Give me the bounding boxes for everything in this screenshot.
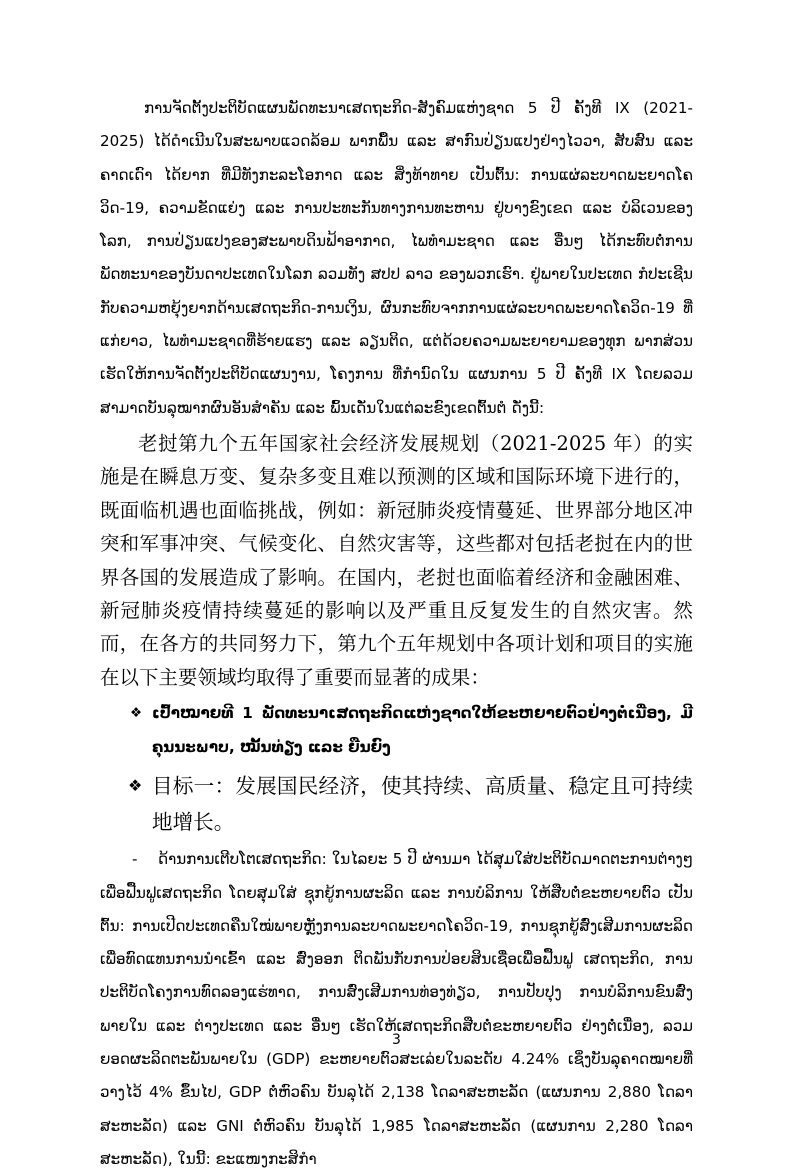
- diamond-bullet-icon: ❖: [130, 705, 143, 722]
- bullet-label-goal-1-chinese: 目标一：发展国民经济，使其持续、高质量、稳定且可持续地增长。: [152, 773, 693, 835]
- page-content: [100, 92, 693, 1176]
- sub-item-body: [100, 843, 693, 1176]
- lao-paragraph-1: ການຈັດຕັ້ງປະຕິບັດແຜນພັດທະນາເສດຖະກິດ-ສັງຄົມແຫ່ງຊາດ 5 ປີ ຄັ້ງທີ IX (2021-2025) ໄດ້ດຳເນີນໃນສະພາບແວດລ້ອມ ພາກພື້ນ ແລະ ສາກົນປ່ຽນແປງຢ່າງໄວວາ, ສັບສົນ ແລະ ຄາດເດົາ ໄດ້ຍາກ ທີ່ມີທັງກະລະໂອກາດ ແລະ ສິ່ງທ້າທາຍ ເປັນຕົ້ນ: ການແຜ່ລະບາດພະຍາດໂຄວິດ-19, ຄວາມຂັດແຍ່ງ ແລະ ການປະທະກັນທາງການທະຫານ ຢູ່ບາງຂົງເຂດ ແລະ ບໍລິເວນຂອງໂລກ, ການປ່ຽນແປງຂອງສະພາບດິນຟ້າອາກາດ, ໄພທຳມະຊາດ ແລະ ອື່ນໆ ໄດ້ກະທົບຕໍ່ການພັດທະນາຂອງບັນດາປະເທດໃນໂລກ ລວມທັງ ສປປ ລາວ ຂອງພວກເຮົາ. ຢູ່ພາຍໃນປະເທດ ກໍປະເຊີນກັບຄວາມຫຍຸ້ງຍາກດ້ານເສດຖະກິດ-ການເງິນ, ຜົນກະທົບຈາກການແຜ່ລະບາດພະຍາດໂຄວິດ-19 ທີ່ແກ່ຍາວ, ໄພທຳມະຊາດທີ່ຮ້າຍແຮງ ແລະ ລຽນຕິດ, ແຕ່ດ້ວຍຄວາມພະຍາຍາມຂອງທຸກ ພາກສ່ວນ ເຮັດໃຫ້ການຈັດຕັ້ງປະຕິບັດແຜນງານ, ໂຄງການ ທີ່ກຳນົດໃນ ແຜນການ 5 ປີ ຄັ້ງທີ IX ໂດຍລວມສາມາດບັນລຸໝາກຜົນອັນສຳຄັນ ແລະ ພົ້ນເດັ່ນໃນແຕ່ລະຂົງເຂດຕົ້ນຕໍ ດັ່ງນີ້:: [100, 99, 693, 417]
- page-number: 3: [392, 1032, 401, 1048]
- chinese-paragraph-1: 老挝第九个五年国家社会经济发展规划（2021-2025 年）的实施是在瞬息万变、复杂多变且难以预测的区域和国际环境下进行的，既面临机遇也面临挑战，例如：新冠肺炎疫情蔓延、世界部分地区冲突和军事冲突、气候变化、自然灾害等，这些都对包括老挝在内的世界各国的发展造成了影响。在国内，老挝也面临着经济和金融困难、新冠肺炎疫情持续蔓延的影响以及严重且反复发生的自然灾害。然而，在各方的共同努力下，第九个五年规划中各项计划和项目的实施在以下主要领域均取得了重要而显著的成果：: [100, 431, 693, 689]
- diamond-bullet-icon: ❖: [128, 775, 143, 795]
- bullet-item-goal-1-chinese: [100, 764, 693, 840]
- dash-bullet-icon: -: [132, 850, 138, 869]
- sub-item-text-economic-growth: ດ້ານການເຕີບໂຕເສດຖະກິດ: ໃນໄລຍະ 5 ປີ ຜ່ານມາ ໄດ້ສຸມໃສ່ປະຕິບັດມາດຕະການຕ່າງໆ ເພື່ອຟື້ນຟູເສດຖະກິດ ໂດຍສຸມໃສ່ ຊຸກຍູ້ການຜະລິດ ແລະ ການບໍລິການ ໃຫ້ສືບຕໍ່ຂະຫຍາຍຕົວ ເປັນຕົ້ນ: ການເປີດປະເທດຄືນໃໝ່ພາຍຫຼັງການລະບາດພະຍາດໂຄວິດ-19, ການຊຸກຍູ້ສົ່ງເສີມການຜະລິດ ເພື່ອທົດແທນການນຳເຂົ້າ ແລະ ສົ່ງອອກ ຕິດພັນກັບການປ່ອຍສິນເຊື່ອເພື່ອຟື້ນຟູ ເສດຖະກິດ, ການປະຕິບັດໂຄງການທົດລອງແຮ່ທາດ, ການສົ່ງເສີມການທ່ອງທ່ຽວ, ການປັບປຸງ ການບໍລິການຂົນສົ່ງ ພາຍໃນ ແລະ ຕ່າງປະເທດ ແລະ ອື່ນໆ ເຮັດໃຫ້ເສດຖະກິດສືບຕໍ່ຂະຫຍາຍຕົວ ຢ່າງຕໍ່ເນື່ອງ, ລວມຍອດຜະລິດຕະພັນພາຍໃນ (GDP) ຂະຫຍາຍຕົວສະເລ່ຍໃນລະດັບ 4.24% ເຊິ່ງບັນລຸຄາດໝາຍທີ່ວາງໄວ້ 4% ຂຶ້ນໄປ, GDP ຕໍ່ຫົວຄົນ ບັນລຸໄດ້ 2,138 ໂດລາສະຫະລັດ (ແຜນການ 2,880 ໂດລາສະຫະລັດ) ແລະ GNI ຕໍ່ຫົວຄົນ ບັນລຸໄດ້ 1,985 ໂດລາສະຫະລັດ (ແຜນການ 2,280 ໂດລາສະຫະລັດ), ໃນນີ້: ຂະແໜງກະສິກຳ: [100, 850, 693, 1168]
- bullet-label-goal-1-lao: ເປົ້າໝາຍທີ 1 ພັດທະນາເສດຖະກິດແຫ່ງຊາດໃຫ້ຂະຫຍາຍຕົວຢ່າງຕໍ່ເນື່ອງ, ມີຄຸນນະພາບ, ໝັ້ນທ່ຽງ ແລະ ຍືນຍົງ: [152, 704, 693, 756]
- bullet-item-goal-1-lao: [100, 694, 693, 764]
- sub-item-economic-growth: [100, 840, 693, 1176]
